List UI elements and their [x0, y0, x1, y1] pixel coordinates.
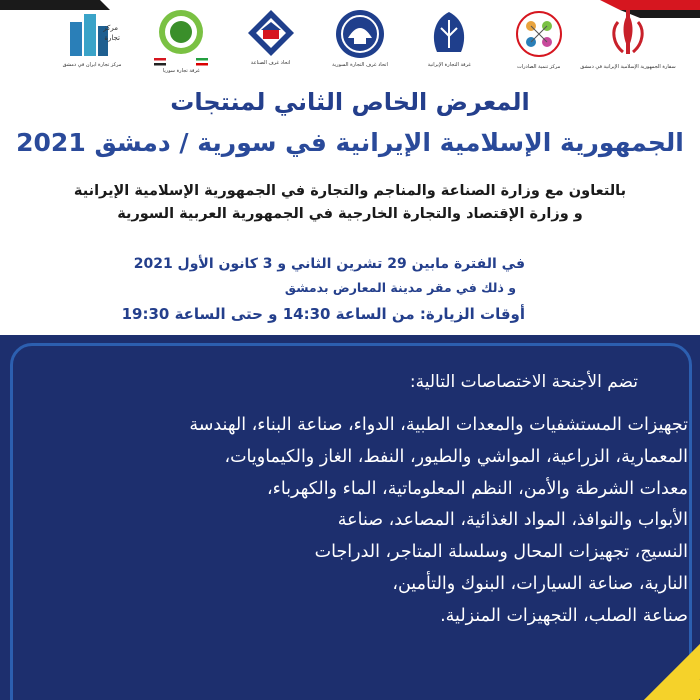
- specialties-line: تجهيزات المستشفيات والمعدات الطبية، الدواء، صناعة البناء، الهندسة: [189, 415, 688, 435]
- logo-caption: غرفة تجارة سوريا: [162, 68, 200, 74]
- specialties-list: [12, 410, 688, 633]
- specialties-line: النارية، صناعة السيارات، البنوك والتأمين،: [392, 573, 688, 594]
- logo-caption: غرفة التجارة الإيرانية: [427, 62, 471, 68]
- cooperation-line-1: بالتعاون مع وزارة الصناعة والمناجم والتجارة في الجمهورية الإسلامية الإيرانية: [73, 183, 627, 199]
- partner-logos: [50, 8, 676, 88]
- exhibition-title: المعرض الخاص الثاني لمنتجات: [170, 88, 530, 116]
- specialties-line: المعمارية، الزراعية، المواشي والطيور، النفط، الغاز والكيماويات،: [224, 446, 688, 467]
- emblem-icon: [605, 8, 651, 62]
- exhibition-subtitle: الجمهورية الإسلامية الإيرانية في سورية / دمشق 2021: [16, 128, 684, 157]
- logo-caption: اتحاد غرف الصناعة: [250, 60, 291, 66]
- visiting-hours: أوقات الزيارة: من الساعة 14:30 و حتى الساعة 19:30: [121, 305, 525, 323]
- exhibition-period: في الفترة مابين 29 تشرين الثاني و 3 كانون الأول 2021: [133, 256, 525, 272]
- house-icon: [246, 8, 296, 58]
- building-icon: [62, 8, 122, 60]
- logo-industry-union: [229, 8, 313, 88]
- logo-trade-chamber: [139, 8, 223, 88]
- logo-iran-chamber: [407, 8, 491, 88]
- cooperation-line-2: و وزارة الإقتصاد والتجارة الخارجية في الجمهورية العربية السورية: [117, 206, 583, 222]
- network-icon: [511, 8, 567, 62]
- logo-trade-center: [50, 8, 134, 88]
- svg-text:مركز: مركز: [103, 24, 118, 32]
- logo-export-center: [497, 8, 581, 88]
- specialties-line: معدات الشرطة والأمن، النظم المعلوماتية، الماء والكهرباء،: [266, 478, 688, 499]
- chamber-icon: [334, 8, 386, 60]
- specialties-line: صناعة الصلب، التجهيزات المنزلية.: [440, 605, 688, 626]
- specialties-line: النسيج، تجهيزات المحال وسلسلة المتاجر، الدراجات: [314, 542, 688, 563]
- specialties-heading: تضم الأجنحة الاختصاصات التالية:: [409, 372, 638, 392]
- logo-caption: اتحاد غرف التجارة السورية: [332, 62, 388, 68]
- logo-syrian-chambers: [318, 8, 402, 88]
- svg-text:تجارة: تجارة: [104, 34, 120, 42]
- exhibition-venue: و ذلك في مقر مدينة المعارض بدمشق: [284, 280, 516, 295]
- logo-caption: مركز تجارة ايران في دمشق: [62, 62, 122, 68]
- seal-icon: [150, 8, 212, 66]
- logo-iran-emblem: [580, 8, 676, 88]
- logo-caption: سفارة الجمهورية الإسلامية الإيرانية في دمشق: [580, 64, 676, 70]
- specialties-line: الأبواب والنوافذ، المواد الغذائية، المصاعد، صناعة: [337, 510, 688, 531]
- logo-caption: مركز تنمية الصادرات: [517, 64, 561, 70]
- council-icon: [423, 8, 475, 60]
